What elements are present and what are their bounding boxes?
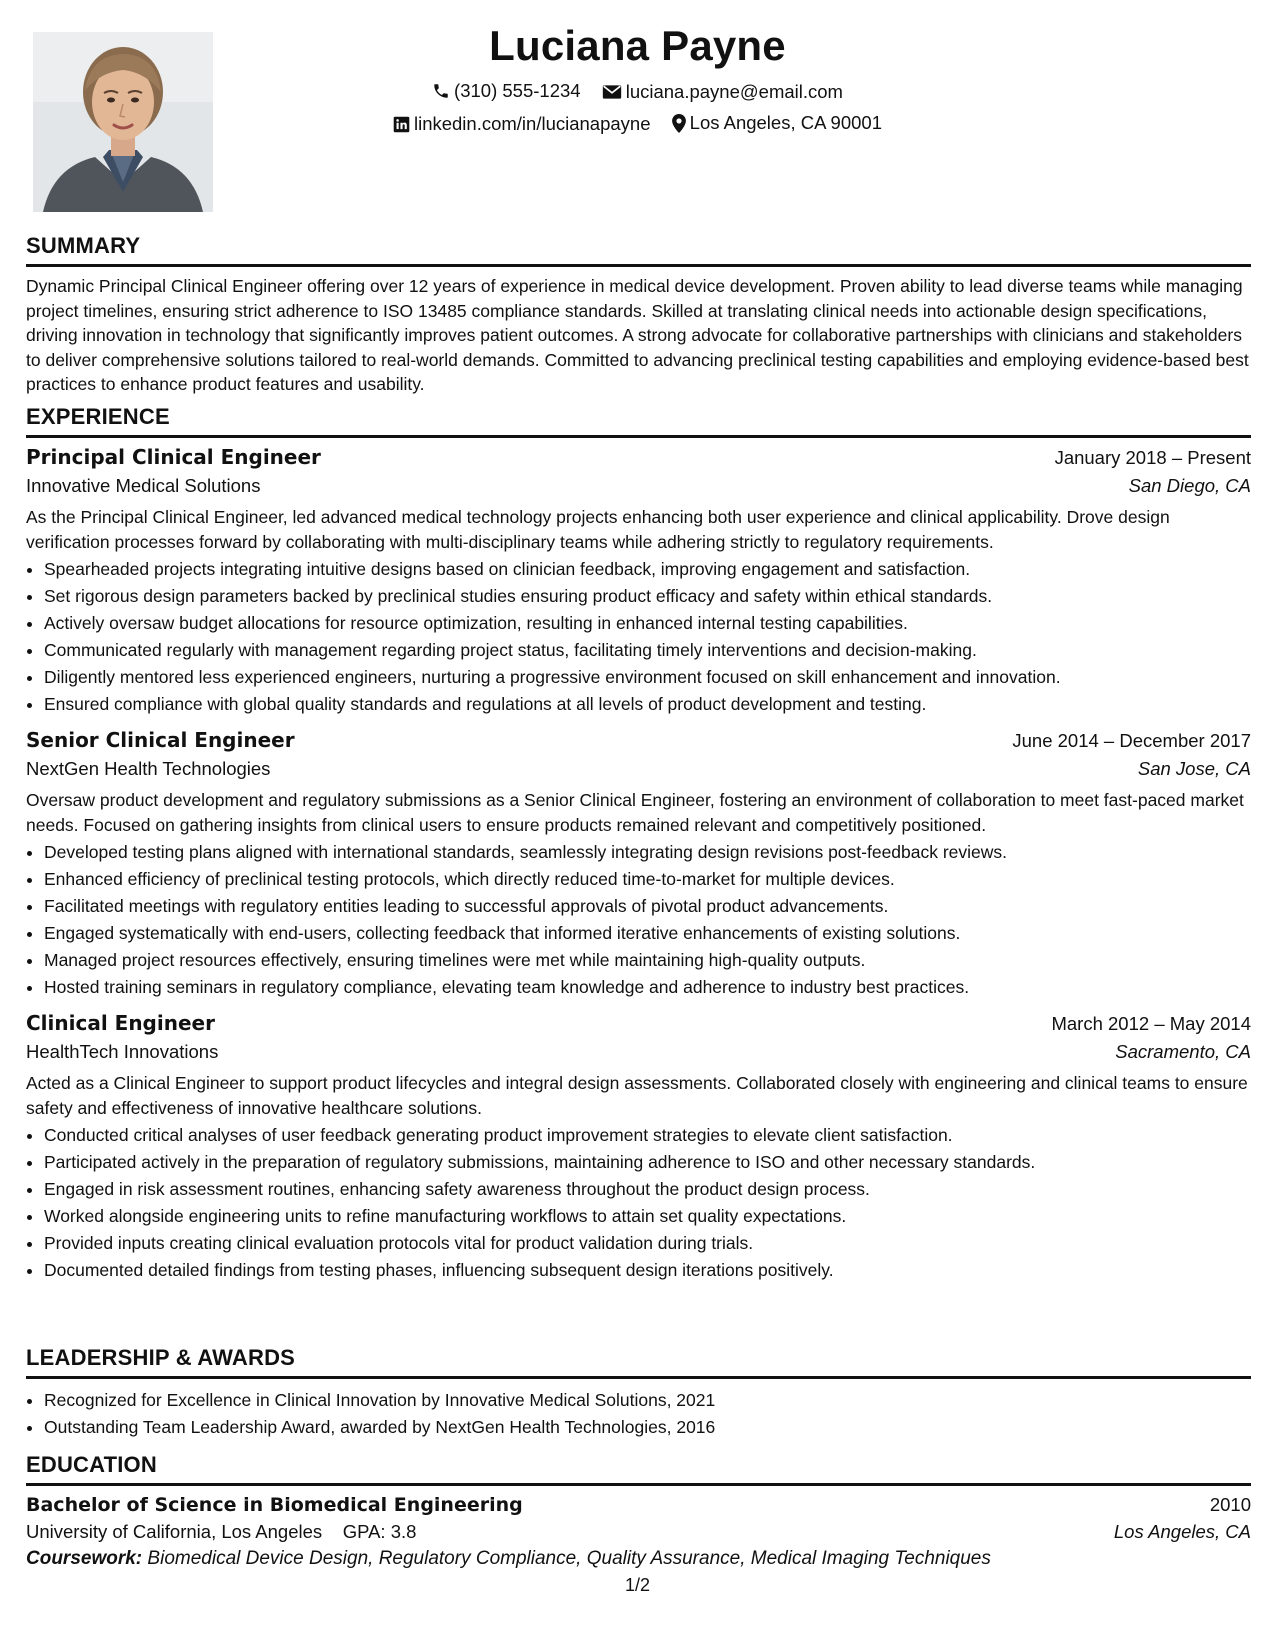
- list-item: • Engaged systematically with end-users, collecting feedback that informed iterative enhancements of existing solutions.: [44, 920, 1251, 947]
- list-item: • Outstanding Team Leadership Award, awarded by NextGen Health Technologies, 2016: [44, 1414, 1251, 1441]
- job-company: NextGen Health Technologies: [26, 758, 271, 779]
- job-company: HealthTech Innovations: [26, 1041, 219, 1062]
- list-item: • Actively oversaw budget allocations for resource optimization, resulting in enhanced internal testing capabilities.: [44, 610, 1251, 637]
- leadership-heading: LEADERSHIP & AWARDS: [26, 1345, 1251, 1379]
- location-text: Los Angeles, CA 90001: [689, 112, 883, 133]
- job-entry: [26, 445, 1251, 718]
- job-dates: June 2014 – December 2017: [1012, 730, 1251, 751]
- phone-contact[interactable]: [432, 80, 581, 102]
- email-text: luciana.payne@email.com: [625, 81, 843, 102]
- gpa: GPA: 3.8: [342, 1521, 417, 1542]
- list-item: • Enhanced efficiency of preclinical testing protocols, which directly reduced time-to-market for multiple devices.: [44, 866, 1251, 893]
- experience-heading: EXPERIENCE: [26, 404, 1251, 438]
- list-item: • Set rigorous design parameters backed by preclinical studies ensuring product efficacy and safety within ethical standards.: [44, 583, 1251, 610]
- job-location: San Jose, CA: [1137, 758, 1251, 779]
- graduation-year: 2010: [1209, 1494, 1251, 1515]
- education-section: [26, 1452, 1251, 1570]
- job-title: Senior Clinical Engineer: [26, 728, 295, 752]
- summary-text: Dynamic Principal Clinical Engineer offering over 12 years of experience in medical device development. Proven ability to lead diverse teams while managing project timelines, ensuring strict adherence to ISO 13485 compliance standards. Skilled at translating clinical needs into actionable design specifications, driving innovation in technology that significantly improves patient outcomes. A strong advocate for collaborative partnerships with clinicians and stakeholders to deliver comprehensive solutions tailored to real-world demands. Committed to advancing preclinical testing capabilities and employing evidence-based best practices to enhance product features and usability.: [26, 276, 1249, 394]
- job-description: Oversaw product development and regulatory submissions as a Senior Clinical Engineer, fostering an environment of collaboration to meet fast-paced market needs. Focused on gathering insights from clinical users to ensure products remained relevant and competitively positioned.: [26, 790, 1244, 835]
- summary-heading: SUMMARY: [26, 233, 1251, 267]
- degree-title: Bachelor of Science in Biomedical Engineering: [26, 1494, 523, 1516]
- job-description: As the Principal Clinical Engineer, led advanced medical technology projects enhancing both user experience and clinical applicability. Drove design verification processes forward by collaborating with multi-disciplinary teams while adhering strictly to regulatory requirements.: [26, 507, 1170, 552]
- list-item: • Conducted critical analyses of user feedback generating product improvement strategies to elevate client satisfaction.: [44, 1122, 1251, 1149]
- job-title: Clinical Engineer: [26, 1011, 215, 1035]
- list-item: • Spearheaded projects integrating intuitive designs based on clinician feedback, improving engagement and satisfaction.: [44, 556, 1251, 583]
- contact-line-2: [0, 112, 1275, 138]
- envelope-icon: [602, 84, 622, 100]
- linkedin-icon: [393, 116, 410, 133]
- job-location: Sacramento, CA: [1115, 1041, 1251, 1062]
- phone-icon: [432, 82, 450, 100]
- list-item: • Recognized for Excellence in Clinical Innovation by Innovative Medical Solutions, 2021: [44, 1387, 1251, 1414]
- job-bullets: [26, 1122, 1251, 1284]
- contact-line-1: [0, 80, 1275, 105]
- leadership-section: [26, 1345, 1251, 1441]
- list-item: • Documented detailed findings from testing phases, influencing subsequent design iterations positively.: [44, 1257, 1251, 1284]
- list-item: • Worked alongside engineering units to refine manufacturing workflows to attain set quality expectations.: [44, 1203, 1251, 1230]
- phone-text: (310) 555-1234: [454, 80, 581, 101]
- job-company: Innovative Medical Solutions: [26, 475, 261, 496]
- list-item: • Participated actively in the preparation of regulatory submissions, maintaining adherence to ISO and other necessary standards.: [44, 1149, 1251, 1176]
- summary-section: [26, 233, 1251, 397]
- list-item: • Communicated regularly with management regarding project status, facilitating timely interventions and decision-making.: [44, 637, 1251, 664]
- education-heading: EDUCATION: [26, 1452, 1251, 1486]
- job-bullets: [26, 556, 1251, 718]
- school-name: University of California, Los Angeles: [26, 1521, 323, 1542]
- job-title: Principal Clinical Engineer: [26, 445, 321, 469]
- list-item: • Engaged in risk assessment routines, enhancing safety awareness throughout the product design process.: [44, 1176, 1251, 1203]
- coursework-label: Coursework:: [26, 1548, 143, 1569]
- list-item: • Ensured compliance with global quality standards and regulations at all levels of product development and testing.: [44, 691, 1251, 718]
- job-bullets: [26, 839, 1251, 1001]
- awards-list: [26, 1387, 1251, 1441]
- job-entry: [26, 728, 1251, 1001]
- job-entry: [26, 1011, 1251, 1284]
- linkedin-contact[interactable]: [393, 113, 651, 135]
- candidate-name: Luciana Payne: [489, 22, 786, 69]
- list-item: • Managed project resources effectively, ensuring timelines were met while maintaining high-quality outputs.: [44, 947, 1251, 974]
- map-pin-icon: [672, 114, 686, 133]
- job-dates: January 2018 – Present: [1054, 447, 1251, 468]
- coursework: [26, 1548, 1251, 1570]
- school-location: Los Angeles, CA: [1113, 1521, 1251, 1542]
- list-item: • Developed testing plans aligned with international standards, seamlessly integrating design revisions post-feedback reviews.: [44, 839, 1251, 866]
- list-item: • Provided inputs creating clinical evaluation protocols vital for product validation during trials.: [44, 1230, 1251, 1257]
- coursework-list: Biomedical Device Design, Regulatory Compliance, Quality Assurance, Medical Imaging Techniques: [147, 1548, 991, 1569]
- experience-section: [26, 404, 1251, 1284]
- list-item: • Facilitated meetings with regulatory entities leading to successful approvals of pivotal product advancements.: [44, 893, 1251, 920]
- list-item: • Hosted training seminars in regulatory compliance, elevating team knowledge and adherence to industry best practices.: [44, 974, 1251, 1001]
- job-dates: March 2012 – May 2014: [1051, 1013, 1251, 1034]
- job-description: Acted as a Clinical Engineer to support product lifecycles and integral design assessments. Collaborated closely with engineering and clinical teams to ensure safety and effectiveness of innovative healthcare solutions.: [26, 1073, 1248, 1118]
- linkedin-text: linkedin.com/in/lucianapayne: [413, 113, 651, 134]
- list-item: • Diligently mentored less experienced engineers, nurturing a progressive environment focused on skill enhancement and innovation.: [44, 664, 1251, 691]
- email-contact[interactable]: [602, 81, 843, 103]
- location-contact: [672, 112, 882, 134]
- page-number: 1/2: [624, 1575, 651, 1595]
- job-location: San Diego, CA: [1128, 475, 1251, 496]
